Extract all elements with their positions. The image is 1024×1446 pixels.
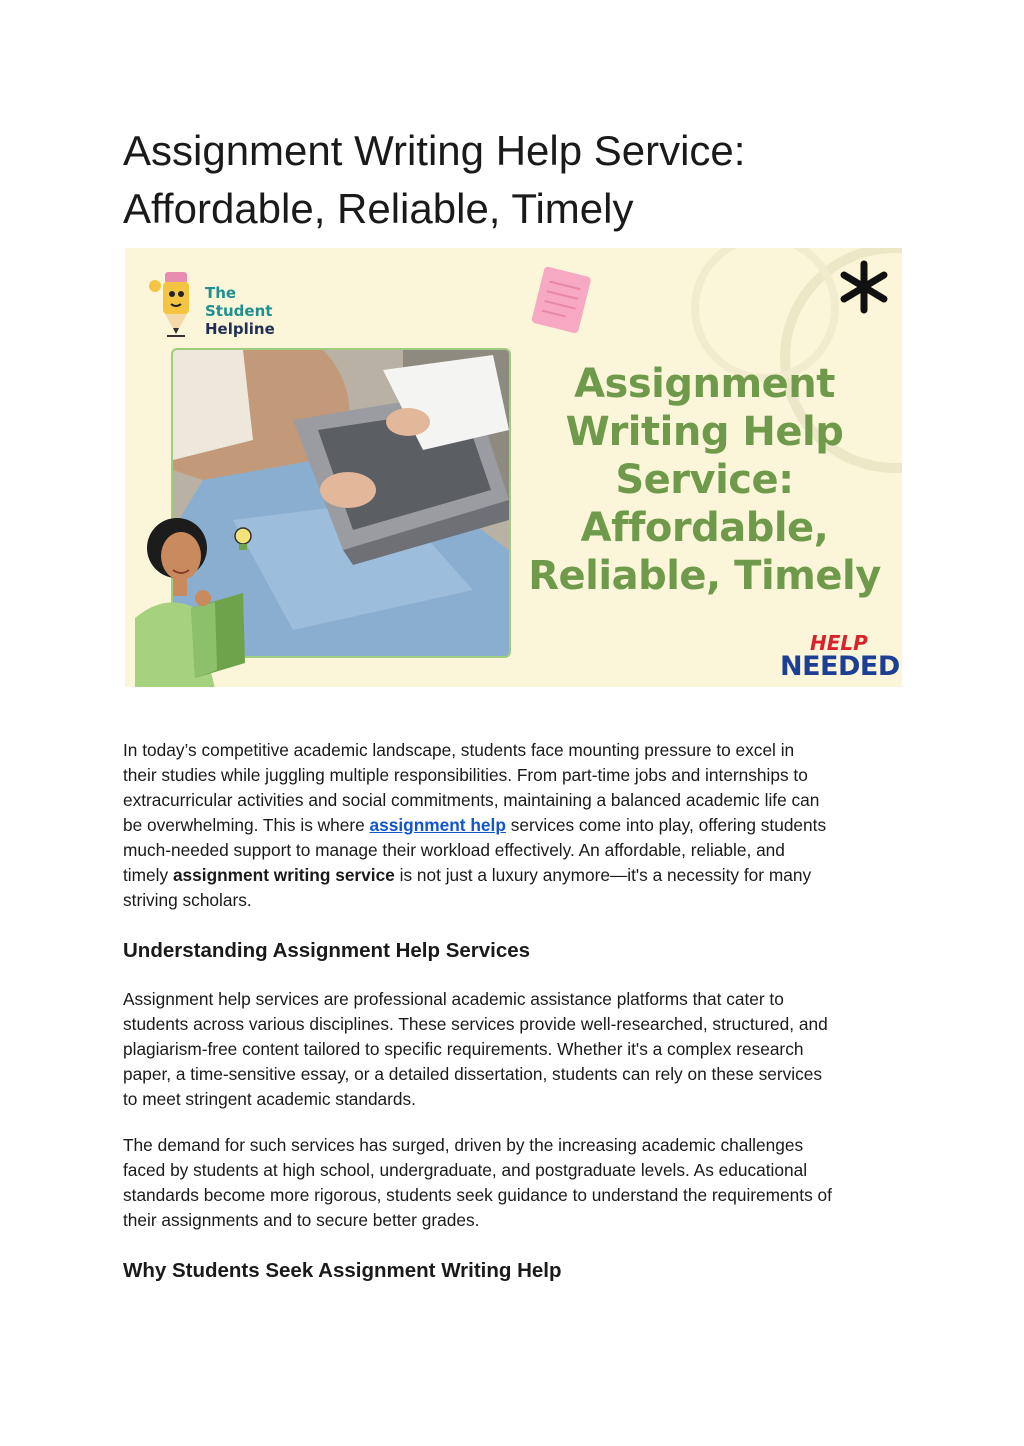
- section-heading-understanding: Understanding Assignment Help Services: [123, 939, 531, 962]
- title-line: Assignment Writing Help Service:: [123, 127, 746, 174]
- text-line: plagiarism-free content tailored to specific requirements. Whether it's a complex research: [123, 1039, 804, 1059]
- asterisk-icon: [844, 264, 884, 310]
- text-fragment: timely: [123, 865, 173, 885]
- headline-line: Service:: [615, 457, 794, 503]
- text-line: extracurricular activities and social commitments, maintaining a balanced academic life can: [123, 790, 820, 810]
- help-needed-badge: [780, 631, 900, 685]
- text-fragment: services come into play, offering students: [505, 815, 827, 835]
- text-line: striving scholars.: [123, 890, 252, 910]
- logo-name-line1: The Student: [205, 284, 273, 320]
- text-line: to meet stringent academic standards.: [123, 1089, 416, 1109]
- headline-line: Writing Help: [565, 409, 844, 455]
- decor-ring: [695, 248, 835, 378]
- text-line: standards become more rigorous, students seek guidance to understand the requirements of: [123, 1185, 832, 1205]
- section-heading-why-students: Why Students Seek Assignment Writing Help: [123, 1259, 562, 1282]
- headline-line: Assignment: [574, 361, 835, 407]
- text-line: much-needed support to manage their workload effectively. An affordable, reliable, and: [123, 840, 785, 860]
- badge-needed-text: NEEDED: [780, 651, 900, 682]
- text-line: paper, a time-sensitive essay, or a detailed dissertation, students can rely on these services: [123, 1064, 822, 1084]
- badge-help-text: HELP: [810, 631, 868, 655]
- section1-paragraph-1: [123, 987, 913, 1112]
- text-line: Assignment help services are professional academic assistance platforms that cater to: [123, 989, 784, 1009]
- student-helpline-logo: [147, 264, 307, 344]
- section1-paragraph-2: [123, 1133, 913, 1233]
- text-line: [123, 813, 913, 838]
- pencil-mascot-icon: [147, 264, 207, 344]
- document-title: [123, 122, 923, 238]
- intro-paragraph: [123, 738, 913, 913]
- banner-image: [125, 248, 902, 687]
- title-line: Affordable, Reliable, Timely: [123, 185, 634, 232]
- text-line: In today’s competitive academic landscape, students face mounting pressure to excel in: [123, 740, 795, 760]
- text-fragment: is not just a luxury anymore—it's a necessity for many: [394, 865, 812, 885]
- text-line: [123, 863, 913, 888]
- text-line: students across various disciplines. These services provide well-researched, structured, and: [123, 1014, 828, 1034]
- headline-line: Reliable, Timely: [528, 553, 881, 599]
- pink-paper-icon: [531, 266, 592, 334]
- text-line: The demand for such services has surged, driven by the increasing academic challenges: [123, 1135, 804, 1155]
- logo-name-line2: Helpline: [205, 320, 275, 338]
- text-line: faced by students at high school, undergraduate, and postgraduate levels. As educational: [123, 1160, 808, 1180]
- cartoon-student-illustration: [125, 498, 255, 687]
- bold-phrase: assignment writing service: [172, 865, 395, 885]
- text-line: their studies while juggling multiple responsibilities. From part-time jobs and internships to: [123, 765, 808, 785]
- banner-headline: [507, 360, 902, 600]
- lightbulb-icon: [235, 528, 251, 550]
- text-line: their assignments and to secure better grades.: [123, 1210, 480, 1230]
- text-fragment: be overwhelming. This is where: [123, 815, 370, 835]
- headline-line: Affordable,: [580, 505, 829, 551]
- assignment-help-link[interactable]: assignment help: [369, 815, 506, 835]
